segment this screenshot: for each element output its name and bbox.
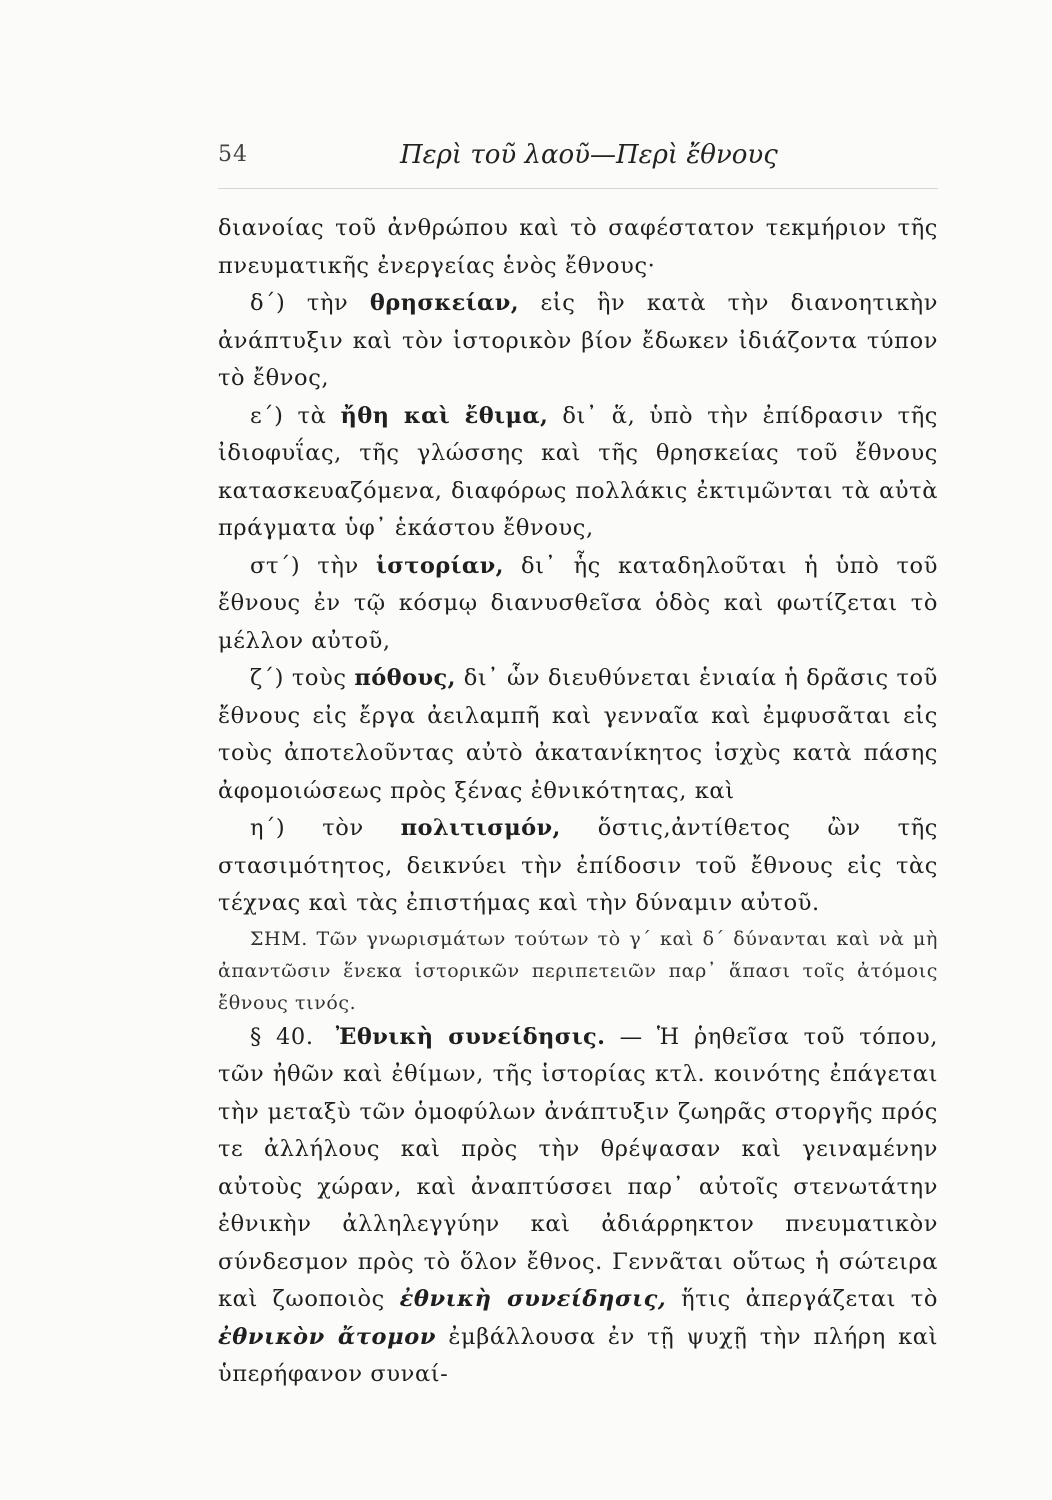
term-national-individual: ἐθνικὸν ἄτομον [218, 1323, 437, 1350]
term-customs: ἤθη καὶ ἔθιμα, [340, 402, 549, 429]
list-item-d: δ´) τὴν θρησκείαν, εἰς ἣν κατὰ τὴν διανοητικὴν ἀνάπτυξιν καὶ τὸν ἱστορικὸν βίον ἔδωκεν ἰδιάζοντα τύπον τὸ ἔθνος, [218, 290, 938, 391]
item-marker: στ´) [250, 552, 301, 579]
paragraph-continuation: διανοίας τοῦ ἀνθρώπου καὶ τὸ σαφέστατον τεκμήριον τῆς πνευματικῆς ἐνεργείας ἑνὸς ἔθνους· [218, 215, 938, 279]
page-number: 54 [218, 142, 248, 167]
body-text [218, 210, 938, 1394]
header-divider [218, 188, 938, 189]
term-civilization: πολιτισμόν, [400, 815, 561, 841]
term-national-conscience: ἐθνικὴ συνείδησις, [399, 1286, 667, 1312]
term-history: ἱστορίαν, [376, 552, 504, 579]
item-marker: ε´) [250, 402, 284, 429]
list-item-st: στ´) τὴν ἱστορίαν, δι᾽ ἧς καταδηλοῦται ἡ ὑπὸ τοῦ ἔθνους ἐν τῷ κόσμῳ διανυσθεῖσα ὁδὸς καὶ φωτίζεται τὸ μέλλον αὐτοῦ, [218, 552, 938, 654]
page-header [218, 140, 938, 180]
running-title: Περὶ τοῦ λαοῦ—Περὶ ἔθνους [400, 140, 778, 170]
list-item-e: ε´) τὰ ἤθη καὶ ἔθιμα, δι᾽ ἅ, ὑπὸ τὴν ἐπίδρασιν τῆς ἰδιοφυΐας, τῆς γλώσσης καὶ τῆς θρησκείας τοῦ ἔθνους κατασκευαζόμενα, διαφόρως πολλάκις ἐκτιμῶνται τὰ αὐτὰ πράγματα ὑφ᾽ ἑκάστου ἔθνους, [218, 402, 938, 541]
list-item-h: η´) τὸν πολιτισμόν, ὅστις,ἀντίθετος ὢν τῆς στασιμότητος, δεικνύει τὴν ἐπίδοσιν τοῦ ἔθνους εἰς τὰς τέχνας καὶ τὰς ἐπιστήμας καὶ τὴν δύναμιν αὐτοῦ. [218, 815, 938, 916]
item-marker: ζ´) [250, 665, 285, 691]
item-marker: δ´) [250, 290, 286, 316]
term-desires: πόθους, [354, 665, 456, 691]
section-40: § 40. Ἐθνικὴ συνείδησις. — Ἡ ῥηθεῖσα τοῦ τόπου, τῶν ἠθῶν καὶ ἐθίμων, τῆς ἱστορίας κτλ. κοινότης ἐπάγεται τὴν μεταξὺ τῶν ὁμοφύλων ἀνάπτυξιν ζωηρᾶς στοργῆς πρός τε ἀλλήλους καὶ πρὸς τὴν θρέψασαν καὶ γειναμένην αὐτοὺς χώραν, καὶ ἀναπτύσσει παρ᾽ αὐτοῖς στενωτάτην ἐθνικὴν ἀλληλεγγύην καὶ ἀδιάρρηκτον πνευματικὸν σύνδεσμον πρὸς τὸ ὅλον ἔθνος. Γεννᾶται οὕτως ἡ σώτειρα καὶ ζωοποιὸς ἐθνικὴ συνείδησις, ἥτις ἀπεργάζεται τὸ ἐθνικὸν ἄτομον ἐμβάλλουσα ἐν τῇ ψυχῇ τὴν πλήρη καὶ ὑπερήφανον συναί- [218, 1023, 939, 1387]
term-religion: θρησκείαν, [369, 290, 519, 316]
item-marker: η´) [250, 815, 286, 841]
section-title: Ἐθνικὴ συνείδησις. [335, 1023, 606, 1050]
section-number: § 40. [250, 1023, 314, 1050]
footnote: ΣΗΜ. Τῶν γνωρισμάτων τούτων τὸ γ´ καὶ δ´ δύνανται καὶ νὰ μὴ ἀπαντῶσιν ἕνεκα ἱστορικῶν περιπετειῶν παρ᾽ ἅπασι τοῖς ἀτόμοις ἔθνους τινός. [218, 927, 938, 1014]
list-item-z: ζ´) τοὺς πόθους, δι᾽ ὧν διευθύνεται ἑνιαία ἡ δρᾶσις τοῦ ἔθνους εἰς ἔργα ἀειλαμπῆ καὶ γενναῖα καὶ ἐμφυσᾶται εἰς τοὺς ἀποτελοῦντας αὐτὸ ἀκατανίκητος ἰσχὺς κατὰ πάσης ἀφομοιώσεως πρὸς ξένας ἐθνικότητας, καὶ [218, 665, 938, 804]
